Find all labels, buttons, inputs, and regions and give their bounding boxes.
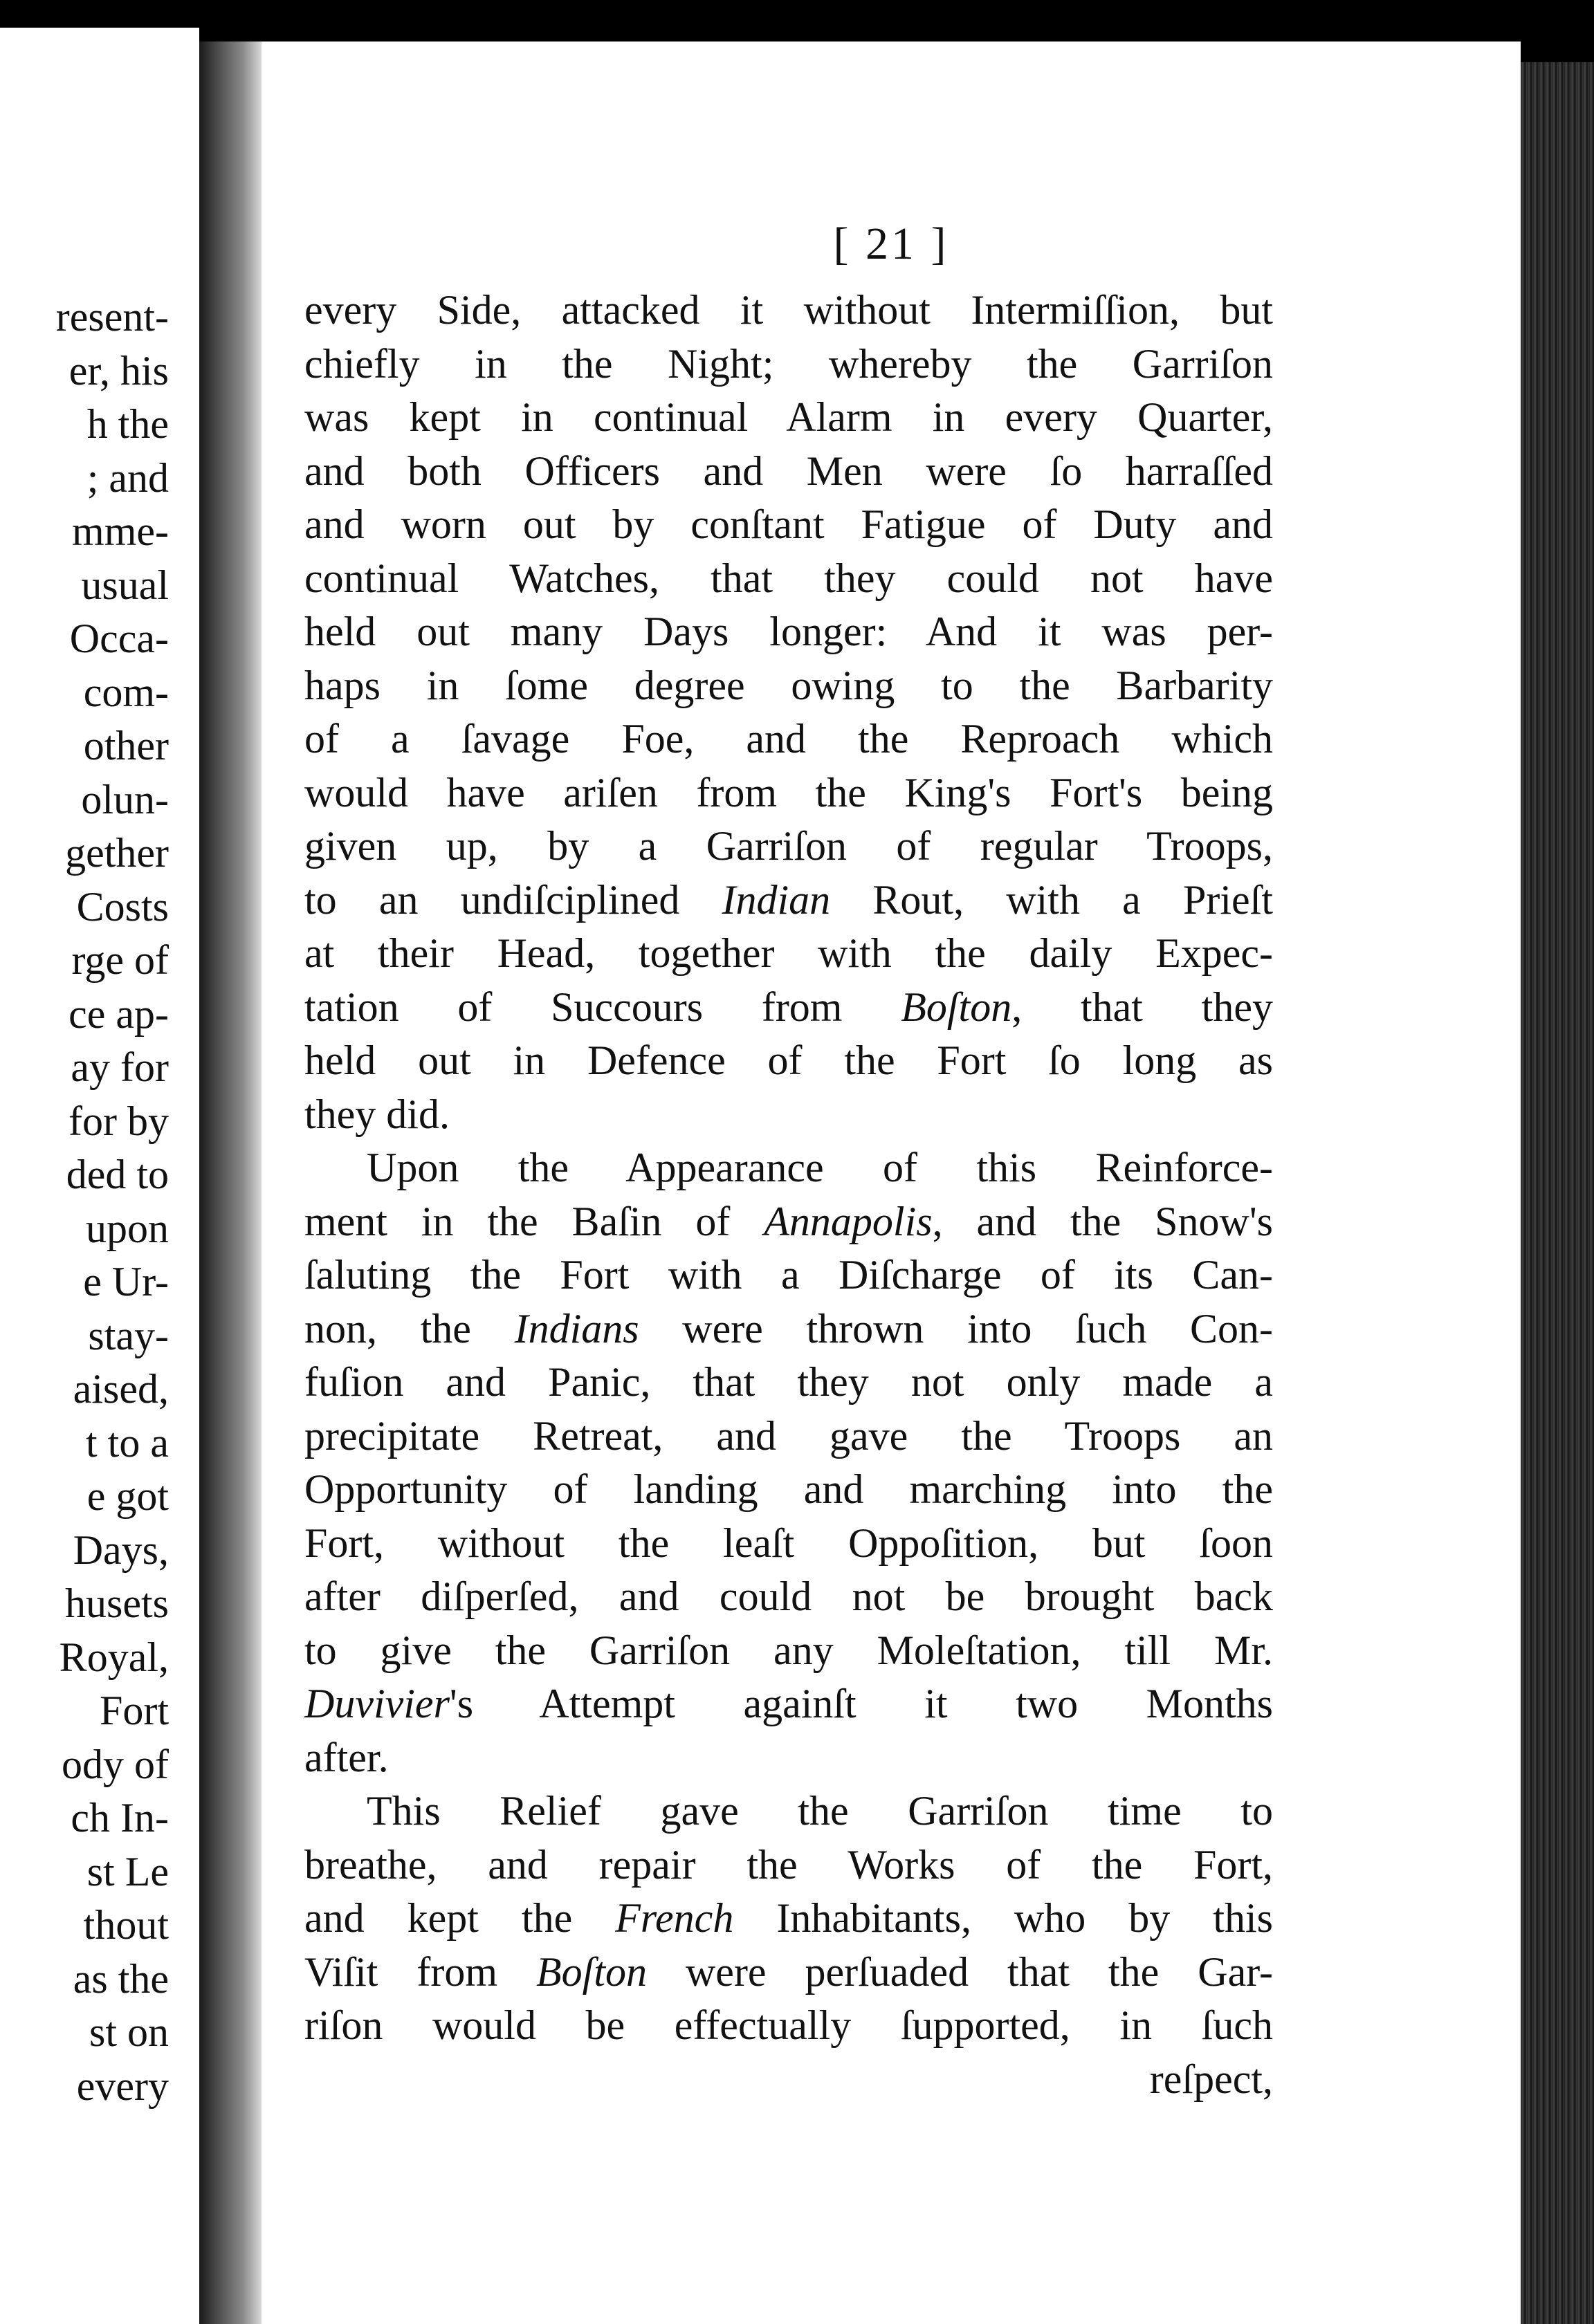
text-line: Upon the Appearance of this Reinforce- <box>367 1145 1273 1190</box>
text-segment: Viſit from <box>304 1948 536 1995</box>
facing-page-line: every <box>76 2063 169 2109</box>
facing-page-line: ; and <box>86 454 169 501</box>
text-line <box>304 874 1273 928</box>
text-line <box>304 1946 1273 2000</box>
text-line: fuſion and Panic, that they not only made a <box>304 1359 1273 1405</box>
facing-page-line: resent- <box>55 294 169 340</box>
facing-page-line: er, his <box>68 347 169 394</box>
text-line: This Relief gave the Garriſon time to <box>367 1788 1273 1834</box>
text-line: every Side, attacked it without Intermiſſion, but <box>304 287 1273 333</box>
facing-page-line: Days, <box>73 1527 169 1573</box>
italic-proper-noun: French <box>615 1895 734 1941</box>
text-line: and worn out by conſtant Fatigue of Duty and <box>304 501 1273 547</box>
text-segment: tation of Succours from <box>304 984 901 1030</box>
text-segment: were perſuaded that the Gar- <box>647 1948 1273 1995</box>
text-segment: and kept the <box>304 1895 616 1941</box>
facing-page-line: rge of <box>71 937 169 983</box>
catchword: reſpect, <box>1149 2056 1273 2102</box>
text-line: after diſperſed, and could not be brought back <box>304 1574 1273 1619</box>
facing-page-line: as the <box>73 1955 169 2002</box>
text-line: held out many Days longer: And it was per- <box>304 609 1273 654</box>
text-line: Opportunity of landing and marching into the <box>304 1466 1273 1512</box>
facing-page-line: husets <box>65 1580 169 1626</box>
facing-page-line: other <box>83 723 169 768</box>
text-line: they did. <box>304 1091 450 1137</box>
facing-page-line: t to a <box>86 1419 169 1466</box>
facing-page-line: ch In- <box>71 1795 169 1841</box>
facing-page-line: Royal, <box>59 1634 169 1680</box>
text-line: precipitate Retreat, and gave the Troops an <box>304 1412 1273 1459</box>
text-line: haps in ſome degree owing to the Barbarity <box>304 662 1273 708</box>
text-line: was kept in continual Alarm in every Quarter, <box>304 394 1273 440</box>
facing-page-line: stay- <box>88 1312 169 1358</box>
text-line <box>304 981 1273 1035</box>
text-line: would have ariſen from the King's Fort's being <box>304 769 1273 815</box>
facing-page-left <box>0 28 199 2324</box>
text-line: chiefly in the Night; whereby the Garriſon <box>304 340 1273 387</box>
facing-page-line: ded to <box>66 1152 169 1197</box>
text-line: of a ſavage Foe, and the Reproach which <box>304 716 1273 762</box>
text-line: to give the Garriſon any Moleſtation, till Mr. <box>304 1627 1273 1673</box>
text-line: given up, by a Garriſon of regular Troops, <box>304 823 1273 869</box>
facing-page-line: mme- <box>72 508 169 554</box>
facing-page-line: usual <box>81 562 169 608</box>
text-line <box>304 1677 1273 1731</box>
text-line <box>304 1195 1273 1249</box>
italic-proper-noun: Boſton <box>536 1948 647 1995</box>
italic-proper-noun: Indians <box>514 1305 639 1352</box>
text-segment: Inhabitants, who by this <box>733 1895 1274 1941</box>
body-text <box>304 284 1273 2106</box>
page-edge-stack <box>1521 62 1594 2324</box>
text-segment: Rout, with a Prieſt <box>830 876 1273 923</box>
text-line <box>304 1892 1273 1946</box>
text-segment: to an undiſciplined <box>304 876 722 923</box>
facing-page-line: ce ap- <box>68 990 169 1037</box>
text-line: continual Watches, that they could not have <box>304 555 1273 601</box>
facing-page-line: olun- <box>81 776 169 822</box>
facing-page-line: h the <box>86 401 169 447</box>
facing-page-line: Fort <box>99 1688 169 1733</box>
text-line: after. <box>304 1734 389 1780</box>
book-gutter-shadow <box>199 42 262 2324</box>
facing-page-line: e Ur- <box>83 1259 169 1304</box>
facing-page-line: gether <box>65 830 169 876</box>
text-line: ſaluting the Fort with a Diſcharge of its Can- <box>304 1252 1273 1298</box>
italic-proper-noun: Duvivier <box>304 1681 450 1726</box>
italic-proper-noun: Boſton <box>901 984 1012 1030</box>
text-segment: 's Attempt againſt it two Months <box>449 1681 1273 1726</box>
facing-page-line: st on <box>89 2009 169 2055</box>
facing-page-line: ody of <box>62 1741 169 1787</box>
text-line: and both Officers and Men were ſo harraſſed <box>304 448 1273 494</box>
text-segment: , that they <box>1011 984 1273 1030</box>
italic-proper-noun: Indian <box>722 876 831 923</box>
text-line <box>304 1302 1273 1356</box>
facing-page-line: aised, <box>73 1366 169 1412</box>
text-line: riſon would be effectually ſupported, in ſuch <box>304 2002 1273 2048</box>
facing-page-line: Costs <box>76 883 169 930</box>
facing-page-line: ay for <box>71 1044 169 1090</box>
text-segment: ment in the Baſin of <box>304 1198 764 1244</box>
text-line: at their Head, together with the daily Expec- <box>304 930 1273 976</box>
facing-page-line: for by <box>68 1098 169 1144</box>
facing-page-line: st Le <box>86 1848 169 1894</box>
facing-page-line: thout <box>83 1902 169 1948</box>
facing-page-line: e got <box>86 1473 169 1519</box>
text-segment: were thrown into ſuch Con- <box>639 1305 1273 1352</box>
text-line: Fort, without the leaſt Oppoſition, but ſoon <box>304 1520 1273 1566</box>
text-line: held out in Defence of the Fort ſo long as <box>304 1038 1273 1083</box>
facing-page-line: upon <box>86 1205 169 1251</box>
page-number: [ 21 ] <box>833 219 949 269</box>
text-segment: non, the <box>304 1305 515 1352</box>
italic-proper-noun: Annapolis <box>764 1198 933 1244</box>
text-line: breathe, and repair the Works of the Fort, <box>304 1841 1273 1888</box>
facing-page-line: Occa- <box>69 616 169 661</box>
text-segment: , and the Snow's <box>932 1198 1273 1244</box>
facing-page-line: com- <box>83 669 169 715</box>
